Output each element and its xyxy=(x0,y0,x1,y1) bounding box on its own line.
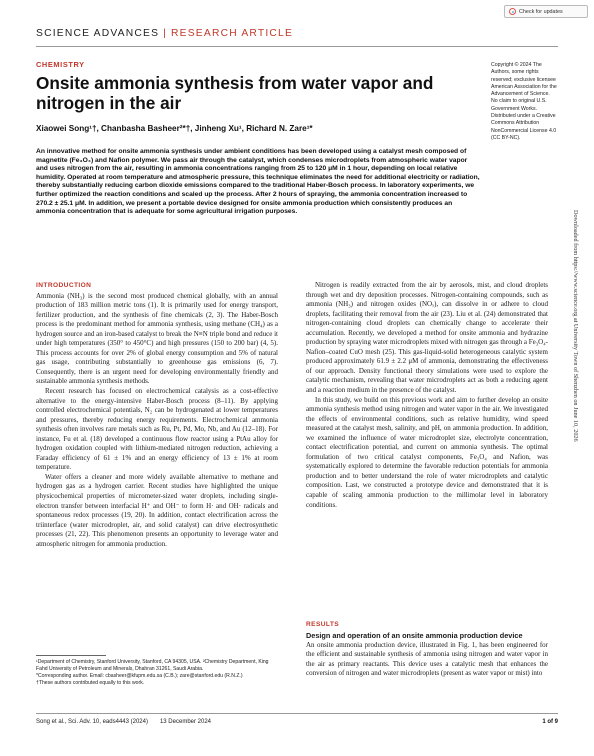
footnotes xyxy=(36,659,278,687)
equal-contribution-footnote: †These authors contributed equally to this work. xyxy=(36,679,145,686)
section-tag: CHEMISTRY xyxy=(36,60,85,69)
check-updates-icon xyxy=(509,8,516,15)
footer-rule xyxy=(36,713,558,714)
intro-paragraph-2: Recent research has focused on electrochemical catalysis as a cost-effective alternative to the energy-intensive Haber-Bosch process (8–11). By applying controlled electrochemical potentials, N₂ can be hydrogenated at lower temperatures and pressures, thereby reducing energy requirements. Electrochemical ammonia synthesis often involves rare metals such as Ru, Pt, Pd, Mo, Nb, and Au (12–18). For instance, Fu et al. (18) developed a continuous flow reactor using a PtAu alloy for hydrogen oxidation coupled with lithium-mediated nitrogen reduction, achieving a Faraday efficiency of 61 ± 1% and an energy efficiency of 13 ± 1% at room temperature. xyxy=(36,387,278,472)
results-section xyxy=(306,620,548,679)
affiliations-footnote: ¹Department of Chemistry, Stanford University, Stanford, CA 94305, USA. ²Chemistry Department, King Fahd University of Petroleum and Minerals, Dhahran 31261, Saudi Arabia. xyxy=(36,659,269,672)
page-number: 1 of 9 xyxy=(542,719,558,725)
abstract: An innovative method for onsite ammonia synthesis under ambient conditions has been developed using a catalyst mesh composed of magnetite (Fe₃O₄) and Nafion polymer. We pass air through the catalyst, which condenses microdroplets from atmospheric water vapor and uses nitrogen from the air, resulting in ammonia concentrations ranging from 25 to 120 μM in 1 hour, depending on local relative humidity. Operated at room temperature and atmospheric pressure, this technique eliminates the need for additional electricity or radiation, thereby substantially reducing carbon dioxide emissions compared to the traditional Haber-Bosch process. In laboratory experiments, we further optimized the reaction conditions and scaled up the process. After 2 hours of spraying, the ammonia concentration increased to 270.2 ± 25.1 μM. In addition, we present a portable device designed for onsite ammonia production which consistently produces an ammonia concentration that is adequate for some agricultural irrigation purposes. xyxy=(36,148,480,216)
intro-paragraph-3: Water offers a cleaner and more widely available alternative to methane and hydrogen gas as a hydrogen carrier. Recent studies have highlighted the unique physicochemical properties of micrometer-sized water droplets, including single-electron transfer between interfacial H⁺ and OH⁻ to form H· and OH· radicals and spontaneous redox processes (19, 20). In addition, contact electrification across the triinterface (water microdroplet, air, and solid catalyst) can drive electrosynthetic processes (21, 22). This phenomenon presents an opportunity to leverage water and atmospheric nitrogen for ammonia production. xyxy=(36,472,278,548)
footnote-rule xyxy=(36,655,106,656)
author-list: Xiaowei Song¹†, Chanbasha Basheer²*†, Jinheng Xu¹, Richard N. Zare¹* xyxy=(36,124,313,133)
journal-name: SCIENCE ADVANCES xyxy=(36,28,160,39)
check-for-updates-button[interactable] xyxy=(504,5,588,18)
copyright-notice: Copyright © 2024 The Authors, some rights reserved; exclusive licensee American Association for the Advancement of Science. No claim to original U.S. Government Works. Distributed under a Creative Commons Attribution NonCommercial License 4.0 (CC BY-NC). xyxy=(491,62,557,141)
results-subheading: Design and operation of an onsite ammonia production device xyxy=(306,630,523,640)
right-paragraph-1: Nitrogen is readily extracted from the air by aerosols, mist, and cloud droplets through wet and dry deposition processes. Nitrogen-containing compounds, such as ammonia (NH₃) and nitrogen oxides (NOₓ), can dissolve in or adhere to cloud droplets, facilitating their removal from the air (23). Liu et al. (24) demonstrated that nitrogen-containing cloud droplets can chemically change to accelerate their accumulation. Recently, we developed a method for onsite ammonia and hydrazine production by spraying water microdroplets mixed with nitrogen gas through a Fe₃O₄-Nafion–coated CuO mesh (25). This gas-liquid-solid heterogeneous catalytic system produced approximately 61.9 ± 2.2 μM of ammonia, demonstrating the effectiveness of our approach. Density functional theory simulations were used to explore the catalytic mechanism, revealing that water microdroplets act as both a reducing agent and a reaction medium in the presence of the catalyst. xyxy=(306,281,548,395)
results-paragraph: An onsite ammonia production device, illustrated in Fig. 1, has been engineered for the efficient and sustainable synthesis of ammonia using nitrogen and water vapor in the air as primary reactants. This device uses a catalytic mesh that enhances the conversion of nitrogen and water microdroplets (present as water vapor or mist) into xyxy=(306,640,548,678)
article-type: RESEARCH ARTICLE xyxy=(171,28,294,39)
results-heading: RESULTS xyxy=(306,621,340,628)
right-column xyxy=(306,281,548,510)
page-footer xyxy=(36,719,211,725)
publication-date: 13 December 2024 xyxy=(159,719,212,725)
journal-header xyxy=(36,28,293,39)
header-separator: | xyxy=(163,28,168,39)
introduction-heading: INTRODUCTION xyxy=(36,282,92,289)
article-title: Onsite ammonia synthesis from water vapor and nitrogen in the air xyxy=(36,73,434,113)
right-paragraph-2: In this study, we build on this previous work and aim to further develop an onsite ammonia synthesis method using nitrogen and water vapor in the air. We investigated the effects of environmental conditions, such as relative humidity, wind speed measured at the catalyst mesh, salinity, and pH, on ammonia production. In addition, we examined the influence of water microdroplet size, electrolyte concentration, contact electrification potential, and current on ammonia synthesis. The optimal formulation of two critical catalyst components, Fe₃O₄ and Nafion, was systematically explored to determine the favorable reduction potentials for ammonia production and to better understand the role of water microdroplets and catalytic composition. Last, we constructed a prototype device and demonstrated that it is capable of scaling ammonia production to the millimolar level in laboratory conditions. xyxy=(306,395,548,509)
check-for-updates-label: Check for updates xyxy=(519,8,563,15)
corresponding-author-footnote: *Corresponding author. Email: cbasheer@kfupm.edu.sa (C.B.); zare@stanford.edu (R.N.Z.) xyxy=(36,672,243,679)
download-watermark: Downloaded from https://www.science.org at University Town of Shenzhen on June 10, 2026 xyxy=(572,210,579,442)
citation: Song et al., Sci. Adv. 10, eads4443 (2024) xyxy=(36,719,148,725)
left-column xyxy=(36,281,278,549)
header-rule xyxy=(36,46,558,47)
intro-paragraph-1: Ammonia (NH₃) is the second most produced chemical globally, with an annual production of 183 million metric tons (1). It is primarily used for energy transport, fertilizer production, and the synthesis of fine chemicals (2, 3). The Haber-Bosch process is the predominant method for ammonia synthesis, using methane (CH₄) as a hydrogen source and an iron-based catalyst to break the N≡N triple bond and reduce it under high temperatures (350° to 450°C) and high pressures (150 to 200 bar) (4, 5). This process accounts for over 2% of global energy consumption and 5% of natural gas usage, contributing substantially to greenhouse gas emissions (6, 7). Consequently, there is an urgent need for developing environmentally friendly and sustainable ammonia synthesis methods. xyxy=(36,291,278,386)
